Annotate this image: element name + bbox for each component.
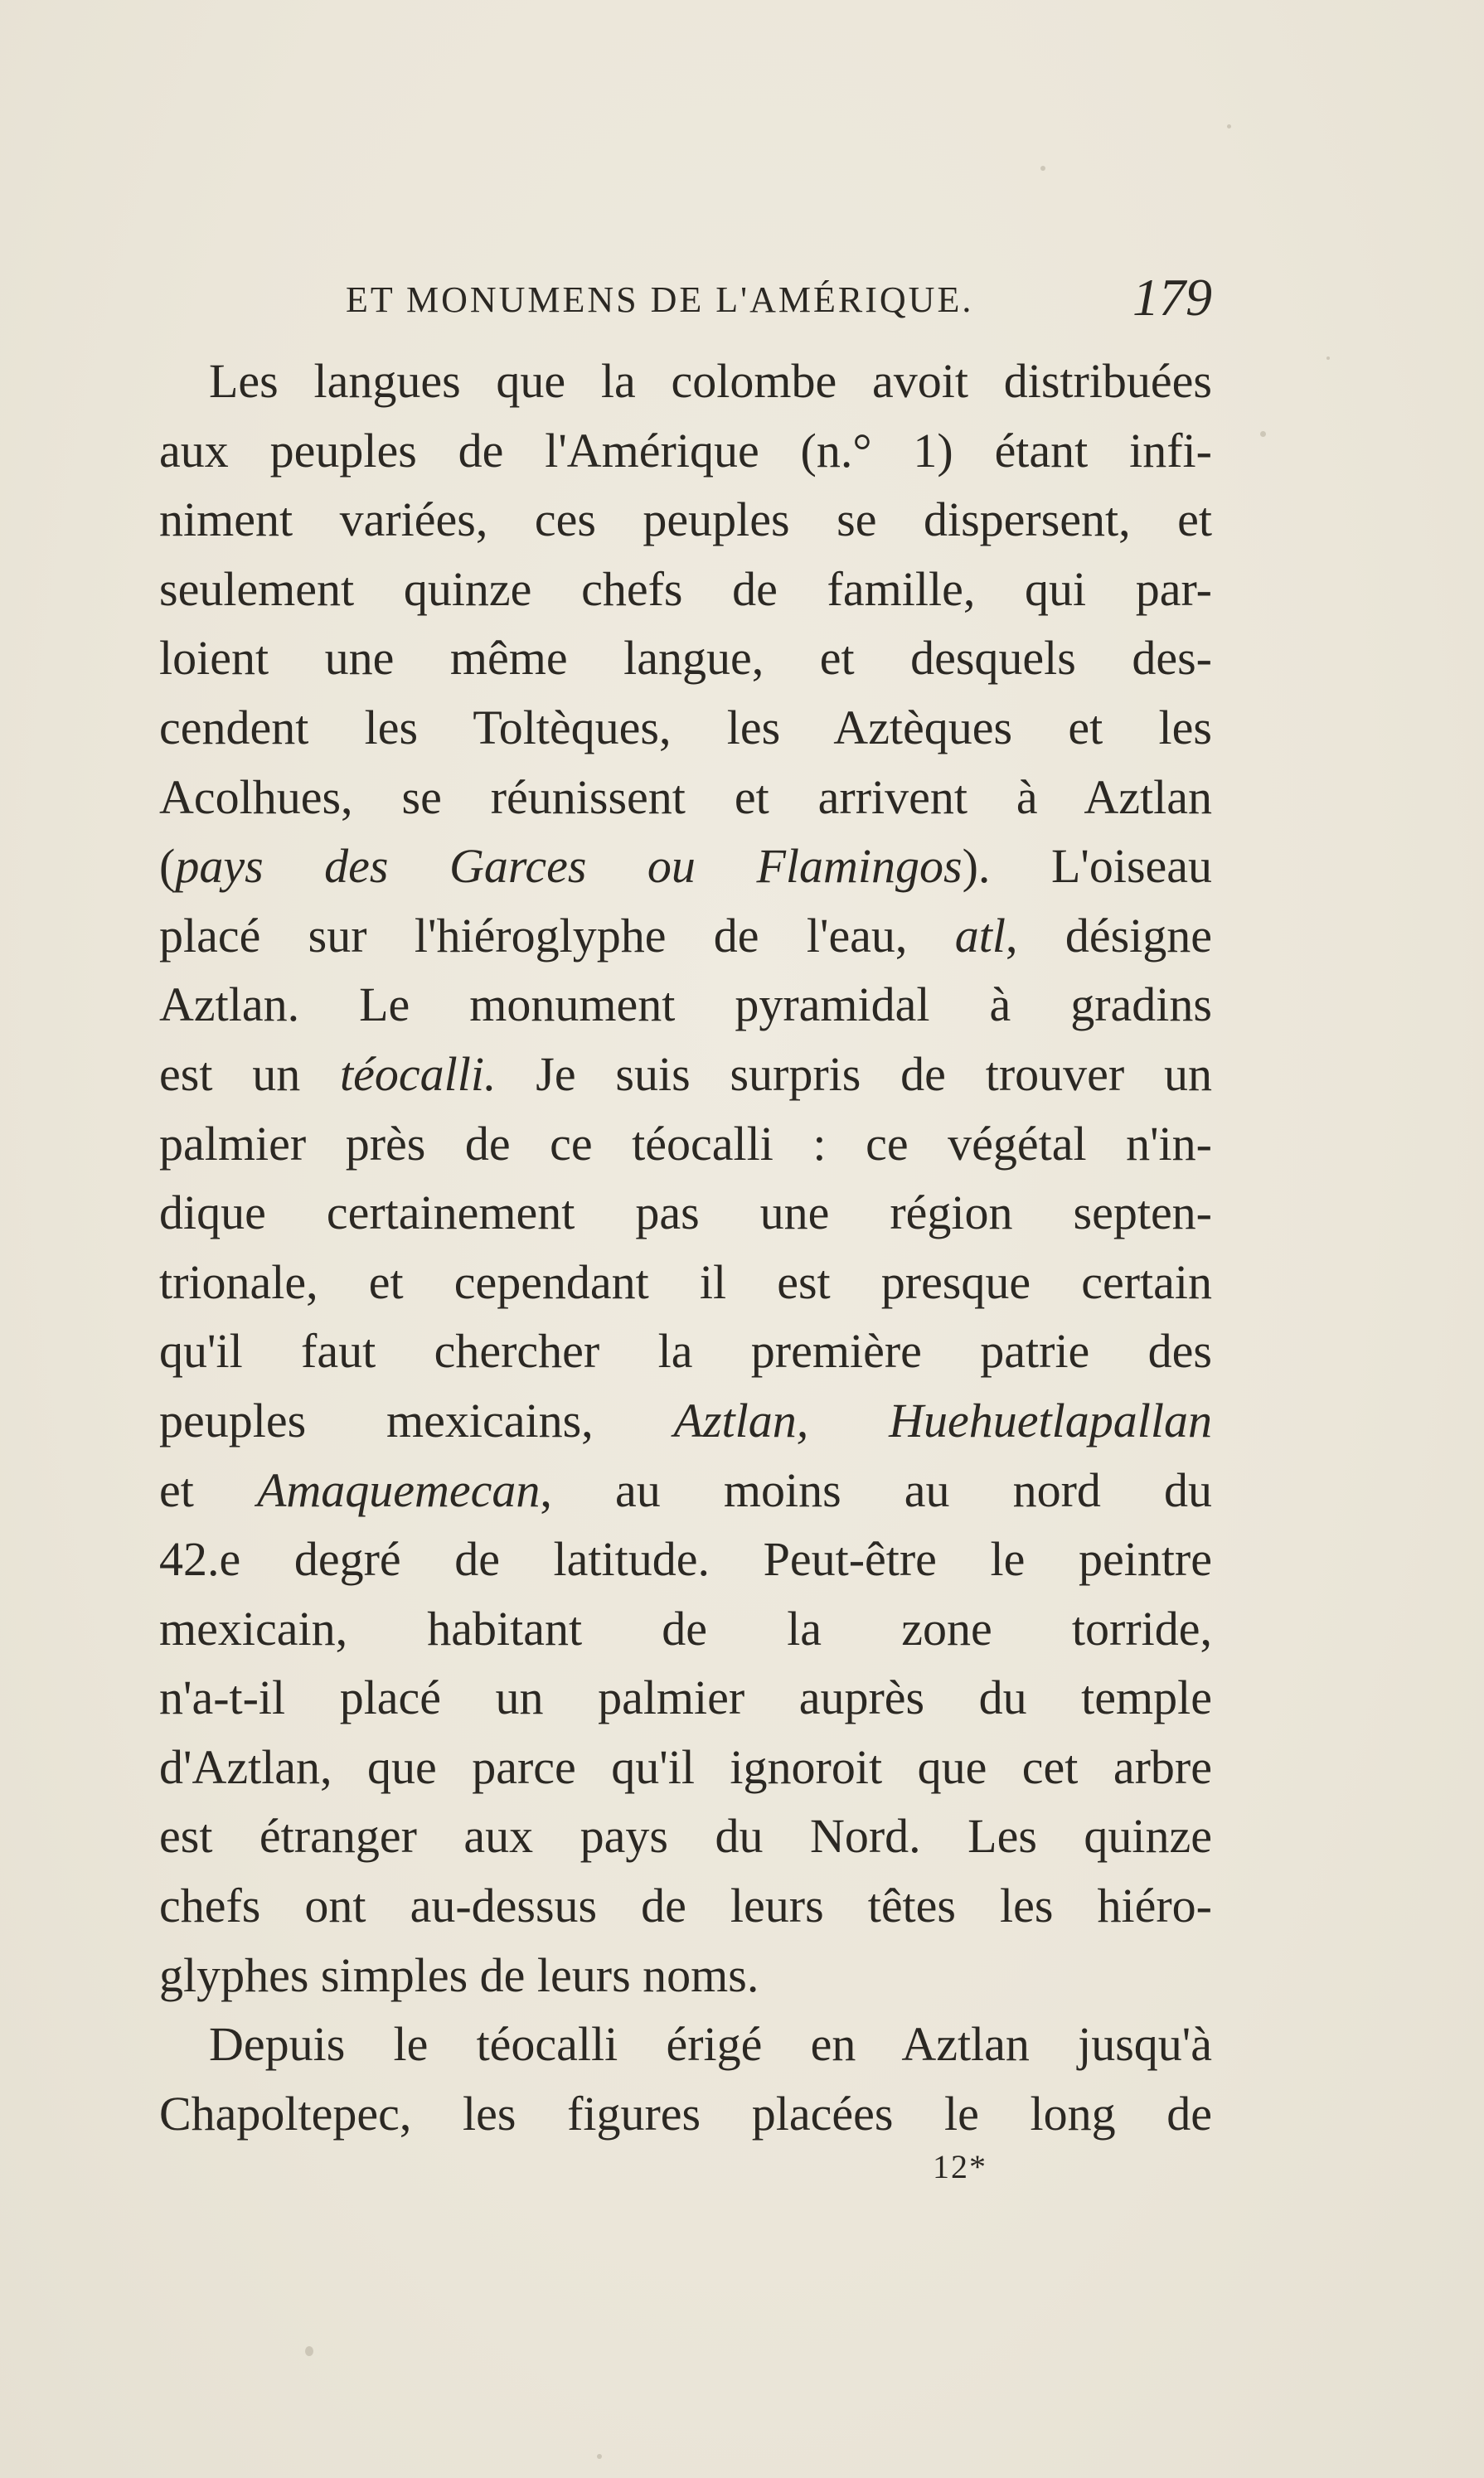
running-head	[159, 268, 1212, 332]
paper-speck	[1260, 431, 1266, 437]
text-line: loient une même langue, et desquels des-	[159, 631, 1212, 686]
text-line: cendent les Toltèques, les Aztèques et les	[159, 700, 1212, 754]
text-run: ). L'oiseau	[962, 839, 1212, 894]
text-run: peuples mexicains,	[159, 1393, 674, 1448]
body-text	[159, 347, 1212, 2148]
text-line: d'Aztlan, que parce qu'il ignoroit que cet arbre	[159, 1739, 1212, 1794]
text-line	[159, 1386, 1212, 1456]
text-line: Chapoltepec, les figures placées le long de	[159, 2086, 1212, 2141]
text-run: et	[159, 1462, 257, 1517]
text-line: 42.e degré de latitude. Peut-être le peintre	[159, 1532, 1212, 1587]
text-line: chefs ont au-dessus de leurs têtes les hiéro-	[159, 1879, 1212, 1933]
text-line	[159, 832, 1212, 901]
text-line: Acolhues, se réunissent et arrivent à Aztlan	[159, 769, 1212, 824]
paper-speck	[305, 2346, 313, 2356]
text-line: Depuis le téocalli érigé en Aztlan jusqu'à	[209, 2017, 1212, 2072]
text-run: placé sur l'hiéroglyphe de l'eau,	[159, 908, 955, 963]
paper-speck	[1326, 356, 1330, 360]
text-line: Aztlan. Le monument pyramidal à gradins	[159, 977, 1212, 1032]
text-line: glyphes simples de leurs noms.	[159, 1947, 759, 2002]
text-line: dique certainement pas une région septen-	[159, 1186, 1212, 1240]
paper-speck	[1227, 124, 1231, 129]
text-line	[159, 1040, 1212, 1109]
text-line: Les langues que la colombe avoit distribuées	[209, 354, 1212, 408]
text-line	[159, 1456, 1212, 1525]
text-run: est un	[159, 1046, 341, 1101]
text-line: trionale, et cependant il est presque certain	[159, 1254, 1212, 1309]
italic-phrase: Huehuetlapallan	[889, 1393, 1212, 1448]
page-number: 179	[1132, 268, 1212, 327]
text-line: est étranger aux pays du Nord. Les quinze	[159, 1809, 1212, 1864]
text-line: mexicain, habitant de la zone torride,	[159, 1601, 1212, 1656]
text-run: , au moins au nord du	[540, 1462, 1213, 1517]
text-line: seulement quinze chefs de famille, qui par-	[159, 561, 1212, 616]
text-run: Je suis surpris de trouver un	[496, 1046, 1213, 1101]
italic-phrase: atl	[954, 908, 1006, 963]
paper-speck	[1040, 166, 1045, 171]
signature-mark: 12*	[933, 2148, 987, 2185]
text-run: , désigne	[1006, 908, 1212, 963]
italic-phrase: Aztlan	[673, 1393, 797, 1448]
text-line: palmier près de ce téocalli : ce végétal n'in-	[159, 1116, 1212, 1171]
text-line: niment variées, ces peuples se dispersent, et	[159, 492, 1212, 547]
text-line: aux peuples de l'Amérique (n.° 1) étant infi-	[159, 423, 1212, 478]
text-line	[159, 901, 1212, 971]
italic-phrase: téocalli.	[340, 1046, 497, 1101]
paper-speck	[597, 2454, 602, 2459]
italic-phrase: ,	[796, 1393, 890, 1448]
italic-phrase: pays des Garces ou Flamingos	[175, 839, 963, 894]
text-line: n'a-t-il placé un palmier auprès du temple	[159, 1671, 1212, 1725]
text-run: (	[159, 839, 176, 894]
running-head-title: ET MONUMENS DE L'AMÉRIQUE.	[346, 279, 974, 320]
text-line: qu'il faut chercher la première patrie des	[159, 1324, 1212, 1379]
italic-phrase: Amaquemecan	[256, 1462, 541, 1517]
